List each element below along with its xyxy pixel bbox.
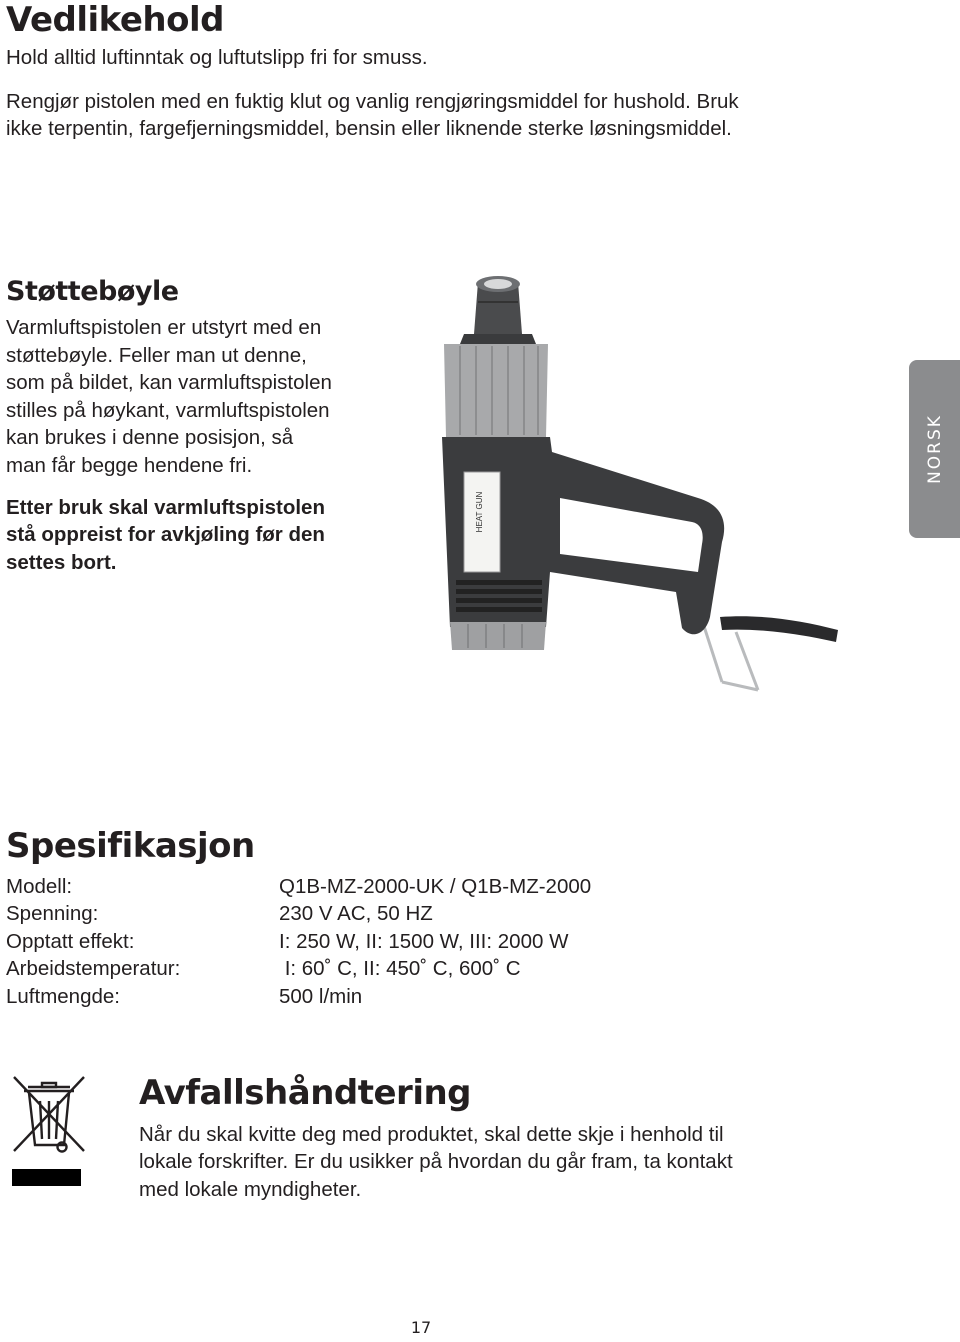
heat-gun-image bbox=[430, 272, 850, 697]
spec-label: Luftmengde: bbox=[6, 985, 120, 1008]
spec-label: Opptatt effekt: bbox=[6, 930, 135, 953]
heading-disposal: Avfallshåndtering bbox=[139, 1073, 472, 1113]
spec-row bbox=[6, 955, 706, 982]
page-number-text: 17 bbox=[410, 1318, 432, 1337]
stand-line: som på bildet, kan varmluftspistolen bbox=[6, 371, 332, 394]
disposal-line: med lokale myndigheter. bbox=[139, 1178, 362, 1201]
stand-bold-line: stå oppreist for avkjøling før den bbox=[6, 523, 325, 546]
spec-row bbox=[6, 900, 706, 927]
maintenance-para-1: Hold alltid luftinntak og luftutslipp fri for smuss. bbox=[6, 46, 428, 69]
stand-line: stilles på høykant, varmluftspistolen bbox=[6, 399, 330, 422]
spec-value: 500 l/min bbox=[279, 985, 363, 1008]
weee-bin-icon bbox=[10, 1073, 88, 1189]
product-label-text: HEAT GUN bbox=[475, 491, 484, 533]
spec-row bbox=[6, 873, 706, 900]
spec-value: 230 V AC, 50 HZ bbox=[279, 902, 433, 925]
spec-label: Modell: bbox=[6, 875, 73, 898]
spec-label: Spenning: bbox=[6, 902, 99, 925]
spec-value: I: 250 W, II: 1500 W, III: 2000 W bbox=[279, 930, 569, 953]
stand-bold-line: settes bort. bbox=[6, 551, 117, 574]
disposal-line: Når du skal kvitte deg med produktet, skal dette skje i henhold til bbox=[139, 1123, 724, 1146]
stand-bold-line: Etter bruk skal varmluftspistolen bbox=[6, 496, 325, 519]
stand-line: Varmluftspistolen er utstyrt med en bbox=[6, 316, 322, 339]
language-tab-label: NORSK bbox=[924, 414, 945, 484]
spec-label: Arbeidstemperatur: bbox=[6, 957, 181, 980]
maintenance-para-2-line-2: ikke terpentin, fargefjerningsmiddel, bensin eller liknende sterke løsningsmiddel. bbox=[6, 117, 732, 140]
maintenance-para-2-line-1: Rengjør pistolen med en fuktig klut og vanlig rengjøringsmiddel for hushold. Bruk bbox=[6, 90, 739, 113]
spec-row bbox=[6, 983, 706, 1010]
stand-line: kan brukes i denne posisjon, så bbox=[6, 426, 294, 449]
heading-maintenance: Vedlikehold bbox=[6, 0, 224, 40]
spec-row bbox=[6, 928, 706, 955]
stand-line: man får begge hendene fri. bbox=[6, 454, 253, 477]
heading-stand: Støttebøyle bbox=[6, 276, 179, 307]
spec-value: I: 60˚ C, II: 450˚ C, 600˚ C bbox=[279, 957, 521, 980]
language-side-tab bbox=[909, 360, 960, 538]
spec-value: Q1B-MZ-2000-UK / Q1B-MZ-2000 bbox=[279, 875, 592, 898]
stand-line: støttebøyle. Feller man ut denne, bbox=[6, 344, 307, 367]
disposal-line: lokale forskrifter. Er du usikker på hvordan du går fram, ta kontakt bbox=[139, 1150, 733, 1173]
page-number bbox=[0, 1318, 960, 1337]
heading-specs: Spesifikasjon bbox=[6, 826, 255, 866]
